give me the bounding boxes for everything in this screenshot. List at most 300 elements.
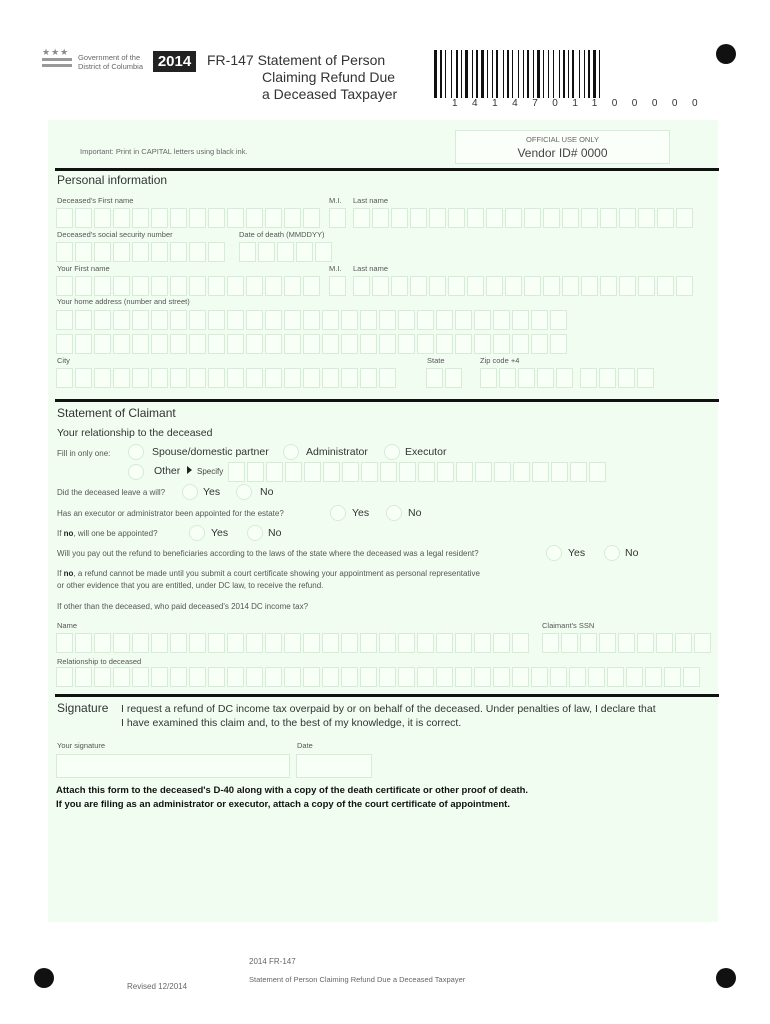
char-box[interactable]: [75, 368, 92, 388]
char-box[interactable]: [315, 242, 332, 262]
char-box[interactable]: [550, 667, 567, 687]
your-signature-label: Your signature: [57, 741, 106, 750]
char-box[interactable]: [303, 276, 320, 296]
char-box[interactable]: [448, 208, 465, 228]
char-box[interactable]: [570, 462, 587, 482]
char-box[interactable]: [94, 368, 111, 388]
char-box[interactable]: [303, 208, 320, 228]
char-box[interactable]: [284, 633, 301, 653]
char-box[interactable]: [550, 310, 567, 330]
char-box[interactable]: [619, 208, 636, 228]
barcode-bar: [543, 50, 544, 98]
char-box[interactable]: [322, 368, 339, 388]
char-box[interactable]: [664, 667, 681, 687]
char-box[interactable]: [518, 368, 535, 388]
char-box[interactable]: [474, 633, 491, 653]
char-box[interactable]: [512, 667, 529, 687]
zip-plus4-field[interactable]: [580, 368, 654, 388]
char-box[interactable]: [537, 368, 554, 388]
char-box[interactable]: [645, 667, 662, 687]
char-box[interactable]: [524, 208, 541, 228]
home-address-field-line2[interactable]: [56, 334, 567, 354]
claimant-ssn-field[interactable]: [542, 633, 711, 653]
char-box[interactable]: [208, 208, 225, 228]
char-box[interactable]: [561, 633, 578, 653]
char-box[interactable]: [360, 633, 377, 653]
char-box[interactable]: [391, 208, 408, 228]
char-box[interactable]: [417, 334, 434, 354]
char-box[interactable]: [329, 208, 346, 228]
char-box[interactable]: [151, 276, 168, 296]
char-box[interactable]: [284, 667, 301, 687]
char-box[interactable]: [227, 208, 244, 228]
char-box[interactable]: [341, 334, 358, 354]
char-box[interactable]: [170, 242, 187, 262]
char-box[interactable]: [247, 462, 264, 482]
char-box[interactable]: [151, 633, 168, 653]
char-box[interactable]: [512, 633, 529, 653]
char-box[interactable]: [94, 242, 111, 262]
char-box[interactable]: [170, 368, 187, 388]
char-box[interactable]: [480, 368, 497, 388]
deceased-ssn-field[interactable]: [56, 242, 225, 262]
char-box[interactable]: [445, 368, 462, 388]
char-box[interactable]: [277, 242, 294, 262]
char-box[interactable]: [341, 368, 358, 388]
char-box[interactable]: [638, 208, 655, 228]
char-box[interactable]: [550, 334, 567, 354]
char-box[interactable]: [493, 633, 510, 653]
char-box[interactable]: [399, 462, 416, 482]
char-box[interactable]: [588, 667, 605, 687]
char-box[interactable]: [246, 208, 263, 228]
char-box[interactable]: [227, 276, 244, 296]
char-box[interactable]: [151, 334, 168, 354]
char-box[interactable]: [418, 462, 435, 482]
barcode-bar: [489, 50, 491, 98]
date-of-death-field[interactable]: [239, 242, 332, 262]
relationship-heading: Your relationship to the deceased: [57, 427, 213, 439]
char-box[interactable]: [410, 208, 427, 228]
char-box[interactable]: [322, 334, 339, 354]
char-box[interactable]: [657, 276, 674, 296]
char-box[interactable]: [455, 667, 472, 687]
char-box[interactable]: [398, 667, 415, 687]
char-box[interactable]: [170, 276, 187, 296]
char-box[interactable]: [113, 310, 130, 330]
char-box[interactable]: [189, 334, 206, 354]
char-box[interactable]: [379, 633, 396, 653]
char-box[interactable]: [322, 633, 339, 653]
char-box[interactable]: [227, 667, 244, 687]
char-box[interactable]: [417, 633, 434, 653]
other-specify-field[interactable]: [228, 462, 606, 482]
radio-spouse[interactable]: [128, 444, 144, 460]
radio-appointed-yes[interactable]: [330, 505, 346, 521]
char-box[interactable]: [228, 462, 245, 482]
char-box[interactable]: [265, 334, 282, 354]
char-box[interactable]: [456, 462, 473, 482]
char-box[interactable]: [361, 462, 378, 482]
char-box[interactable]: [56, 633, 73, 653]
char-box[interactable]: [493, 334, 510, 354]
char-box[interactable]: [379, 368, 396, 388]
char-box[interactable]: [94, 276, 111, 296]
char-box[interactable]: [600, 276, 617, 296]
char-box[interactable]: [505, 208, 522, 228]
char-box[interactable]: [494, 462, 511, 482]
char-box[interactable]: [304, 462, 321, 482]
char-box[interactable]: [467, 208, 484, 228]
barcode-bar: [492, 50, 493, 98]
char-box[interactable]: [132, 310, 149, 330]
char-box[interactable]: [322, 667, 339, 687]
question-will-be-appointed: If no, will one be appointed?: [57, 529, 158, 538]
char-box[interactable]: [499, 368, 516, 388]
char-box[interactable]: [113, 242, 130, 262]
char-box[interactable]: [170, 310, 187, 330]
radio-administrator[interactable]: [283, 444, 299, 460]
char-box[interactable]: [341, 310, 358, 330]
radio-will-be-appointed-yes[interactable]: [189, 525, 205, 541]
char-box[interactable]: [329, 276, 346, 296]
char-box[interactable]: [75, 667, 92, 687]
char-box[interactable]: [551, 462, 568, 482]
char-box[interactable]: [683, 667, 700, 687]
deceased-last-name-field[interactable]: [353, 208, 693, 228]
char-box[interactable]: [398, 310, 415, 330]
char-box[interactable]: [239, 242, 256, 262]
char-box[interactable]: [56, 334, 73, 354]
deceased-mi-field[interactable]: [329, 208, 346, 228]
char-box[interactable]: [170, 633, 187, 653]
char-box[interactable]: [580, 633, 597, 653]
char-box[interactable]: [512, 310, 529, 330]
char-box[interactable]: [75, 242, 92, 262]
char-box[interactable]: [429, 208, 446, 228]
char-box[interactable]: [132, 368, 149, 388]
char-box[interactable]: [303, 667, 320, 687]
char-box[interactable]: [531, 667, 548, 687]
char-box[interactable]: [569, 667, 586, 687]
char-box[interactable]: [618, 633, 635, 653]
char-box[interactable]: [341, 633, 358, 653]
char-box[interactable]: [258, 242, 275, 262]
char-box[interactable]: [56, 368, 73, 388]
char-box[interactable]: [322, 310, 339, 330]
radio-executor[interactable]: [384, 444, 400, 460]
char-box[interactable]: [562, 208, 579, 228]
char-box[interactable]: [303, 368, 320, 388]
char-box[interactable]: [303, 633, 320, 653]
radio-payout-no[interactable]: [604, 545, 620, 561]
char-box[interactable]: [524, 276, 541, 296]
char-box[interactable]: [437, 462, 454, 482]
payer-name-field[interactable]: [56, 633, 529, 653]
char-box[interactable]: [580, 368, 597, 388]
char-box[interactable]: [436, 334, 453, 354]
char-box[interactable]: [486, 276, 503, 296]
char-box[interactable]: [94, 310, 111, 330]
char-box[interactable]: [75, 633, 92, 653]
char-box[interactable]: [151, 667, 168, 687]
char-box[interactable]: [455, 310, 472, 330]
will-no-label: No: [260, 486, 274, 498]
char-box[interactable]: [360, 334, 377, 354]
char-box[interactable]: [353, 208, 370, 228]
deceased-first-name-field[interactable]: [56, 208, 320, 228]
char-box[interactable]: [513, 462, 530, 482]
char-box[interactable]: [246, 667, 263, 687]
char-box[interactable]: [600, 208, 617, 228]
char-box[interactable]: [493, 310, 510, 330]
char-box[interactable]: [246, 368, 263, 388]
city-field[interactable]: [56, 368, 396, 388]
char-box[interactable]: [113, 368, 130, 388]
char-box[interactable]: [676, 276, 693, 296]
char-box[interactable]: [113, 208, 130, 228]
state-field[interactable]: [426, 368, 462, 388]
char-box[interactable]: [474, 667, 491, 687]
char-box[interactable]: [599, 368, 616, 388]
char-box[interactable]: [455, 633, 472, 653]
char-box[interactable]: [562, 276, 579, 296]
char-box[interactable]: [531, 334, 548, 354]
char-box[interactable]: [189, 276, 206, 296]
char-box[interactable]: [556, 368, 573, 388]
char-box[interactable]: [208, 310, 225, 330]
char-box[interactable]: [379, 667, 396, 687]
char-box[interactable]: [265, 633, 282, 653]
char-box[interactable]: [417, 667, 434, 687]
zip-field[interactable]: [480, 368, 573, 388]
char-box[interactable]: [474, 334, 491, 354]
char-box[interactable]: [303, 334, 320, 354]
char-box[interactable]: [342, 462, 359, 482]
char-box[interactable]: [189, 368, 206, 388]
char-box[interactable]: [227, 334, 244, 354]
char-box[interactable]: [132, 242, 149, 262]
radio-other[interactable]: [128, 464, 144, 480]
char-box[interactable]: [56, 310, 73, 330]
signature-date-field[interactable]: [296, 754, 372, 778]
char-box[interactable]: [246, 276, 263, 296]
char-box[interactable]: [657, 208, 674, 228]
char-box[interactable]: [512, 334, 529, 354]
char-box[interactable]: [429, 276, 446, 296]
fill-in-only-one: Fill in only one:: [57, 449, 111, 458]
char-box[interactable]: [113, 667, 130, 687]
radio-will-yes[interactable]: [182, 484, 198, 500]
relationship-label: Relationship to deceased: [57, 657, 142, 666]
barcode-bar: [586, 50, 587, 98]
char-box[interactable]: [379, 310, 396, 330]
your-mi-field[interactable]: [329, 276, 346, 296]
char-box[interactable]: [208, 276, 225, 296]
char-box[interactable]: [56, 208, 73, 228]
char-box[interactable]: [467, 276, 484, 296]
char-box[interactable]: [284, 334, 301, 354]
char-box[interactable]: [323, 462, 340, 482]
char-box[interactable]: [75, 276, 92, 296]
radio-payout-yes[interactable]: [546, 545, 562, 561]
char-box[interactable]: [581, 208, 598, 228]
char-box[interactable]: [113, 276, 130, 296]
char-box[interactable]: [151, 208, 168, 228]
your-first-name-field[interactable]: [56, 276, 320, 296]
char-box[interactable]: [284, 208, 301, 228]
char-box[interactable]: [246, 633, 263, 653]
char-box[interactable]: [543, 276, 560, 296]
char-box[interactable]: [227, 368, 244, 388]
char-box[interactable]: [132, 334, 149, 354]
refund-note: If no, a refund cannot be made until you submit a court certificate showing your appointment as personal representative or other evidence that you are entitled, under DC law, to receive the refund.: [57, 569, 480, 590]
char-box[interactable]: [132, 208, 149, 228]
char-box[interactable]: [448, 276, 465, 296]
char-box[interactable]: [208, 633, 225, 653]
char-box[interactable]: [410, 276, 427, 296]
char-box[interactable]: [94, 633, 111, 653]
char-box[interactable]: [75, 334, 92, 354]
char-box[interactable]: [75, 310, 92, 330]
char-box[interactable]: [189, 633, 206, 653]
char-box[interactable]: [113, 334, 130, 354]
char-box[interactable]: [170, 334, 187, 354]
char-box[interactable]: [208, 667, 225, 687]
char-box[interactable]: [505, 276, 522, 296]
char-box[interactable]: [227, 633, 244, 653]
relationship-field[interactable]: [56, 667, 700, 687]
home-address-field-line1[interactable]: [56, 310, 567, 330]
char-box[interactable]: [581, 276, 598, 296]
barcode-bar: [535, 50, 536, 98]
char-box[interactable]: [532, 462, 549, 482]
char-box[interactable]: [360, 667, 377, 687]
char-box[interactable]: [265, 667, 282, 687]
char-box[interactable]: [589, 462, 606, 482]
char-box[interactable]: [372, 276, 389, 296]
char-box[interactable]: [151, 242, 168, 262]
radio-appointed-no[interactable]: [386, 505, 402, 521]
signature-field[interactable]: [56, 754, 290, 778]
char-box[interactable]: [56, 667, 73, 687]
char-box[interactable]: [675, 633, 692, 653]
char-box[interactable]: [170, 667, 187, 687]
char-box[interactable]: [637, 368, 654, 388]
char-box[interactable]: [380, 462, 397, 482]
char-box[interactable]: [151, 368, 168, 388]
char-box[interactable]: [208, 242, 225, 262]
char-box[interactable]: [296, 242, 313, 262]
char-box[interactable]: [265, 276, 282, 296]
char-box[interactable]: [189, 208, 206, 228]
char-box[interactable]: [56, 242, 73, 262]
char-box[interactable]: [227, 310, 244, 330]
char-box[interactable]: [391, 276, 408, 296]
char-box[interactable]: [599, 633, 616, 653]
char-box[interactable]: [426, 368, 443, 388]
char-box[interactable]: [265, 310, 282, 330]
char-box[interactable]: [398, 633, 415, 653]
char-box[interactable]: [360, 310, 377, 330]
barcode-bar: [505, 50, 506, 98]
char-box[interactable]: [189, 310, 206, 330]
char-box[interactable]: [94, 334, 111, 354]
char-box[interactable]: [56, 276, 73, 296]
char-box[interactable]: [284, 276, 301, 296]
char-box[interactable]: [638, 276, 655, 296]
char-box[interactable]: [246, 334, 263, 354]
barcode-bar: [527, 50, 529, 98]
char-box[interactable]: [113, 633, 130, 653]
char-box[interactable]: [341, 667, 358, 687]
char-box[interactable]: [170, 208, 187, 228]
char-box[interactable]: [208, 368, 225, 388]
char-box[interactable]: [637, 633, 654, 653]
char-box[interactable]: [189, 667, 206, 687]
char-box[interactable]: [246, 310, 263, 330]
char-box[interactable]: [189, 242, 206, 262]
char-box[interactable]: [486, 208, 503, 228]
char-box[interactable]: [493, 667, 510, 687]
char-box[interactable]: [94, 667, 111, 687]
barcode-bar: [512, 50, 513, 98]
char-box[interactable]: [607, 667, 624, 687]
char-box[interactable]: [94, 208, 111, 228]
char-box[interactable]: [619, 276, 636, 296]
char-box[interactable]: [676, 208, 693, 228]
char-box[interactable]: [265, 208, 282, 228]
char-box[interactable]: [265, 368, 282, 388]
char-box[interactable]: [151, 310, 168, 330]
char-box[interactable]: [626, 667, 643, 687]
char-box[interactable]: [285, 462, 302, 482]
char-box[interactable]: [455, 334, 472, 354]
char-box[interactable]: [398, 334, 415, 354]
char-box[interactable]: [284, 310, 301, 330]
char-box[interactable]: [266, 462, 283, 482]
char-box[interactable]: [353, 276, 370, 296]
char-box[interactable]: [284, 368, 301, 388]
radio-will-be-appointed-no[interactable]: [247, 525, 263, 541]
char-box[interactable]: [379, 334, 396, 354]
char-box[interactable]: [132, 633, 149, 653]
char-box[interactable]: [372, 208, 389, 228]
char-box[interactable]: [475, 462, 492, 482]
char-box[interactable]: [208, 334, 225, 354]
char-box[interactable]: [618, 368, 635, 388]
char-box[interactable]: [417, 310, 434, 330]
char-box[interactable]: [436, 667, 453, 687]
barcode-bar: [570, 50, 571, 98]
char-box[interactable]: [694, 633, 711, 653]
radio-will-no[interactable]: [236, 484, 252, 500]
your-last-name-field[interactable]: [353, 276, 693, 296]
char-box[interactable]: [132, 667, 149, 687]
char-box[interactable]: [656, 633, 673, 653]
char-box[interactable]: [360, 368, 377, 388]
char-box[interactable]: [474, 310, 491, 330]
char-box[interactable]: [132, 276, 149, 296]
gov-name: Government of the District of Columbia: [78, 53, 144, 71]
char-box[interactable]: [543, 208, 560, 228]
char-box[interactable]: [436, 310, 453, 330]
char-box[interactable]: [531, 310, 548, 330]
char-box[interactable]: [303, 310, 320, 330]
char-box[interactable]: [542, 633, 559, 653]
char-box[interactable]: [75, 208, 92, 228]
char-box[interactable]: [436, 633, 453, 653]
